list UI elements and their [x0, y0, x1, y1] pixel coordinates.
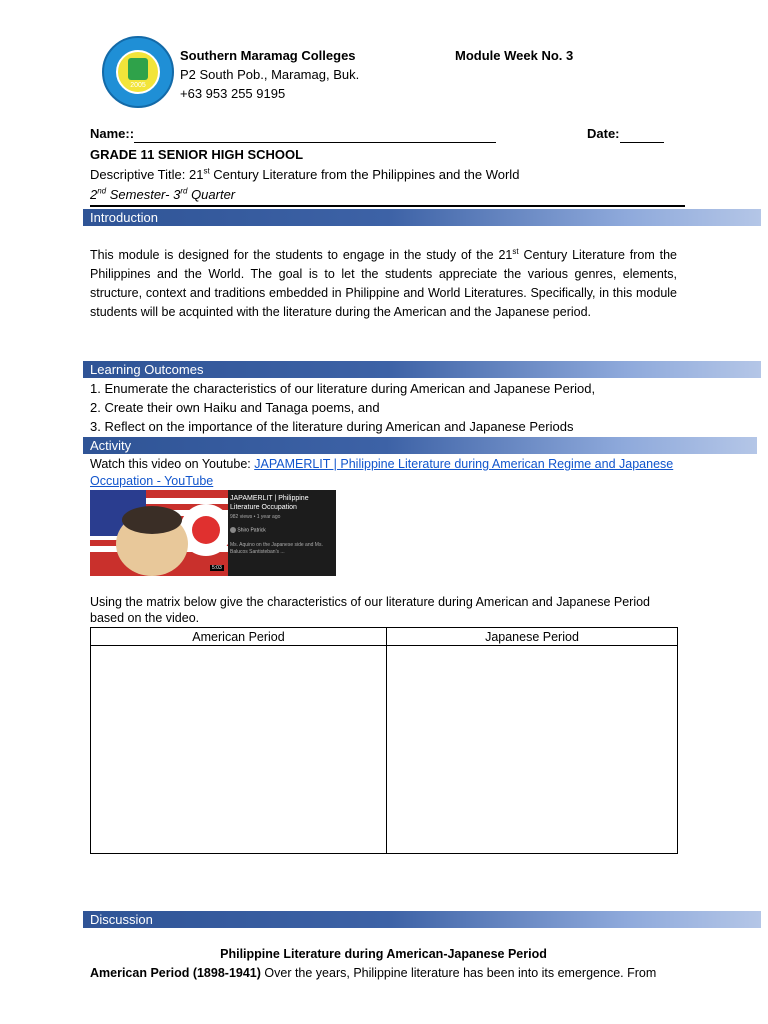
grade-level: GRADE 11 SENIOR HIGH SCHOOL	[90, 147, 304, 162]
date-line	[587, 124, 664, 143]
outcomes-list	[90, 379, 595, 436]
school-address: P2 South Pob., Maramag, Buk.	[180, 67, 360, 82]
discussion-title: Philippine Literature during American-Japanese Period	[220, 947, 547, 961]
name-field[interactable]	[134, 127, 496, 143]
characteristics-matrix	[90, 627, 678, 854]
semester-num: 2	[90, 187, 98, 202]
american-answer-cell[interactable]	[91, 646, 387, 854]
channel-name: Shiro Patrick	[237, 527, 266, 534]
quarter-suffix: Quarter	[187, 187, 236, 202]
logo-year: 2005	[130, 82, 146, 89]
learning-outcomes-heading: Learning Outcomes	[83, 361, 761, 378]
date-label: Date:	[587, 126, 620, 141]
semester-mid: Semester- 3	[106, 187, 181, 202]
school-name: Southern Maramag Colleges	[180, 48, 356, 63]
title-suffix: Century Literature from the Philippines and the World	[209, 167, 520, 182]
intro-text-a: This module is designed for the students to engage in the study of the 21	[90, 248, 513, 262]
title-prefix: Descriptive Title: 21	[90, 167, 204, 182]
video-description: Ms. Aquino on the Japanese side and Ms. Balucos Santisteban's ...	[230, 542, 323, 555]
school-info	[180, 46, 359, 103]
introduction-body	[90, 246, 677, 322]
matrix-answer-row	[91, 646, 678, 854]
introduction-heading: Introduction	[83, 209, 761, 226]
activity-watch	[90, 456, 680, 490]
discussion-text: Over the years, Philippine literature has been into its emergence. From	[260, 966, 657, 980]
discussion-heading: Discussion	[83, 911, 761, 928]
video-channel	[230, 527, 266, 533]
video-title: JAPAMERLIT | Philippine Literature Occupation	[230, 495, 309, 511]
video-duration: 5:03	[212, 565, 222, 571]
name-line	[90, 124, 496, 143]
date-field[interactable]	[620, 127, 664, 143]
logo-emblem	[116, 50, 160, 94]
matrix-header-row	[91, 628, 678, 646]
semester-sup: nd	[97, 186, 107, 196]
outcome-item: 1. Enumerate the characteristics of our literature during American and Japanese Period,	[90, 381, 596, 396]
semester-quarter	[90, 185, 235, 204]
outcome-item: 2. Create their own Haiku and Tanaga poems, and	[90, 400, 380, 415]
name-label: Name::	[90, 126, 135, 141]
intro-text-b: Century Literature from the Philippines and the World. The goal is to let the students appreciate the various genres, elements, structure, context and traditions embedded in Philippine and World Literatures. Specifically, in this module students will be acquinted with the literature during the American and the Japanese period.	[90, 248, 677, 319]
module-week: Module Week No. 3	[455, 48, 574, 63]
matrix-header-american: American Period	[91, 628, 387, 646]
activity-heading: Activity	[83, 437, 757, 454]
watch-text: Watch this video on Youtube:	[90, 457, 255, 471]
introduction-paragraph	[90, 246, 677, 322]
logo-mark-icon	[128, 58, 148, 80]
channel-avatar-icon	[230, 527, 236, 533]
outcome-item: 3. Reflect on the importance of the literature during American and Japanese Periods	[90, 419, 574, 434]
american-period-label: American Period (1898-1941)	[90, 966, 261, 980]
discussion-lead	[90, 965, 680, 982]
school-phone: +63 953 255 9195	[180, 86, 286, 101]
intro-sup: st	[512, 246, 519, 256]
youtube-link[interactable]: JAPAMERLIT | Philippine Literature during American Regime and Japanese Occupation - YouTube	[90, 457, 674, 488]
matrix-header-japanese: Japanese Period	[387, 628, 678, 646]
video-meta: 982 views • 1 year ago	[230, 514, 281, 520]
school-logo	[102, 36, 174, 108]
matrix-instruction: Using the matrix below give the characteristics of our literature during American and Japanese Period based on the video.	[90, 595, 651, 625]
header-rule	[90, 205, 685, 207]
title-sup: st	[203, 166, 210, 176]
quarter-sup: rd	[180, 186, 188, 196]
descriptive-title	[90, 165, 519, 184]
video-thumbnail[interactable]	[90, 490, 336, 576]
japanese-answer-cell[interactable]	[387, 646, 678, 854]
